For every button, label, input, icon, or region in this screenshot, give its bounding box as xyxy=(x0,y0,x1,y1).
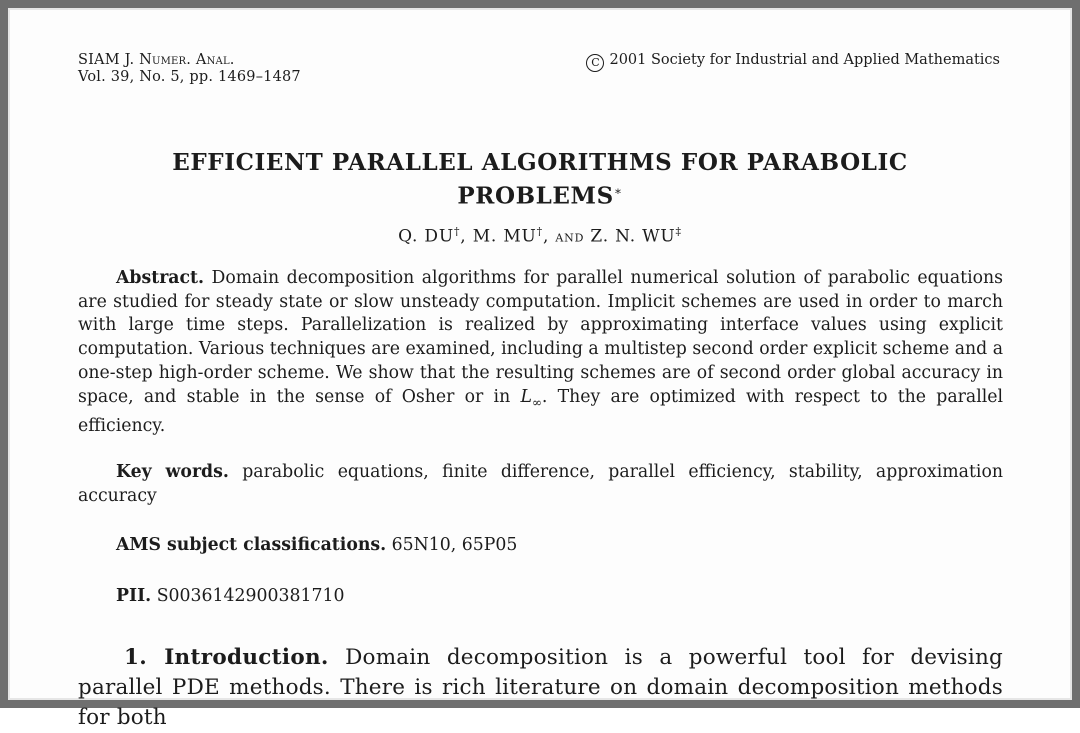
abstract xyxy=(78,267,1003,438)
abstract-math xyxy=(520,387,541,407)
author-list xyxy=(10,225,1070,247)
pii xyxy=(116,585,344,609)
author-separator: , xyxy=(460,226,473,247)
journal-name: SIAM J. Numer. Anal. xyxy=(78,52,235,68)
copyright-icon: C xyxy=(586,54,604,72)
author-wu: Z. N. WU xyxy=(590,226,676,247)
author-separator: , xyxy=(542,226,556,247)
author-mu-mark: † xyxy=(536,225,543,238)
introduction-section xyxy=(78,643,1003,733)
section-heading: 1. Introduction. xyxy=(124,645,329,670)
author-mu: M. MU xyxy=(472,226,537,247)
abstract-text: Domain decomposition algorithms for parallel numerical solution of parabolic equations are studied for steady state or slow unsteady computation. Implicit schemes are used in order to march with large time steps. Parallelization is realized by approximating interface values using explicit computation. Various techniques are examined, including a multistep second order explicit scheme and a one-step high-order scheme. We show that the resulting schemes are of second order global accuracy in space, and stable in the sense of Osher or in xyxy=(78,268,1004,407)
ams-label: AMS subject classifications. xyxy=(116,535,387,555)
title-line-2: PROBLEMS xyxy=(457,182,614,210)
author-du-mark: † xyxy=(453,225,461,238)
author-wu-mark: ‡ xyxy=(675,225,682,238)
author-and: and xyxy=(555,227,585,246)
title-footnote-mark: ∗ xyxy=(613,184,623,198)
keywords xyxy=(78,461,1003,508)
ams-text: 65N10, 65P05 xyxy=(391,535,518,555)
math-symbol: L xyxy=(520,386,532,407)
pii-text: S0036142900381710 xyxy=(156,586,345,606)
copyright-notice xyxy=(586,52,1000,72)
title-line-1: EFFICIENT PARALLEL ALGORITHMS FOR PARABOLIC xyxy=(172,149,908,176)
keywords-text: parabolic equations, finite difference, parallel efficiency, stability, approximation accuracy xyxy=(78,462,1003,506)
ams-classifications xyxy=(116,534,517,558)
author-du: Q. DU xyxy=(398,226,454,247)
abstract-text-end: . They are optimized with respect to the parallel efficiency. xyxy=(78,386,1003,436)
paper-title xyxy=(10,148,1070,211)
pii-label: PII. xyxy=(116,586,152,606)
math-subscript: ∞ xyxy=(531,394,542,409)
copyright-text: 2001 Society for Industrial and Applied Mathematics xyxy=(609,52,1000,68)
introduction-text: Domain decomposition is a powerful tool for devising parallel PDE methods. There is rich literature on domain decomposition methods for both xyxy=(78,645,1003,730)
paper-page xyxy=(8,8,1072,730)
abstract-label: Abstract. xyxy=(116,268,205,288)
journal-header xyxy=(78,52,301,86)
journal-volume: Vol. 39, No. 5, pp. 1469–1487 xyxy=(78,69,301,85)
keywords-label: Key words. xyxy=(116,462,229,482)
